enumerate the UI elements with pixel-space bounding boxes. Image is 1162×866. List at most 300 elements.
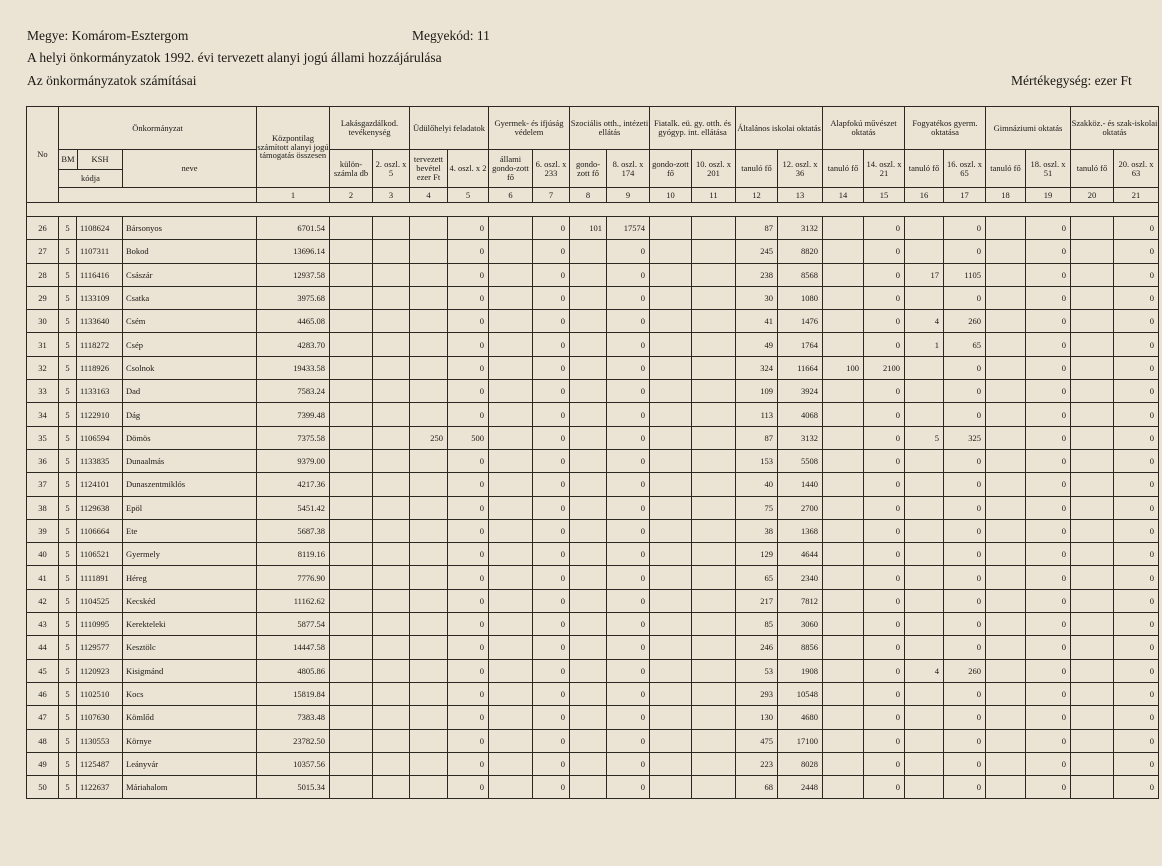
cell-c6 bbox=[489, 240, 533, 263]
cell-c20 bbox=[1071, 263, 1114, 286]
cell-c15: 0 bbox=[864, 659, 905, 682]
cell-c7: 0 bbox=[533, 240, 570, 263]
cell-bm: 5 bbox=[59, 543, 77, 566]
cell-c16 bbox=[905, 776, 944, 799]
cell-c18 bbox=[986, 682, 1026, 705]
cell-c1: 4805.86 bbox=[257, 659, 330, 682]
cell-c16: 4 bbox=[905, 659, 944, 682]
cell-c20 bbox=[1071, 240, 1114, 263]
cell-c9: 0 bbox=[607, 496, 650, 519]
header-sub-12: tanuló fő bbox=[736, 150, 778, 188]
cell-c21: 0 bbox=[1114, 263, 1159, 286]
cell-c21: 0 bbox=[1114, 589, 1159, 612]
cell-c12: 109 bbox=[736, 380, 778, 403]
cell-no: 31 bbox=[27, 333, 59, 356]
cell-c8 bbox=[570, 659, 607, 682]
cell-c7: 0 bbox=[533, 776, 570, 799]
cell-c6 bbox=[489, 566, 533, 589]
cell-bm: 5 bbox=[59, 659, 77, 682]
cell-c8 bbox=[570, 682, 607, 705]
cell-c7: 0 bbox=[533, 682, 570, 705]
cell-c21: 0 bbox=[1114, 217, 1159, 240]
header-sub-16: tanuló fő bbox=[905, 150, 944, 188]
cell-name: Bokod bbox=[123, 240, 257, 263]
cell-c4 bbox=[410, 706, 448, 729]
cell-c6 bbox=[489, 682, 533, 705]
cell-ksh: 1133109 bbox=[77, 286, 123, 309]
cell-c17: 325 bbox=[944, 426, 986, 449]
cell-c6 bbox=[489, 636, 533, 659]
cell-no: 33 bbox=[27, 380, 59, 403]
cell-bm: 5 bbox=[59, 729, 77, 752]
cell-c1: 8119.16 bbox=[257, 543, 330, 566]
cell-ksh: 1122637 bbox=[77, 776, 123, 799]
cell-c17: 0 bbox=[944, 240, 986, 263]
cell-c18 bbox=[986, 449, 1026, 472]
cell-ksh: 1133640 bbox=[77, 310, 123, 333]
cell-c8 bbox=[570, 449, 607, 472]
cell-c11 bbox=[692, 473, 736, 496]
cell-ksh: 1116416 bbox=[77, 263, 123, 286]
cell-c19: 0 bbox=[1026, 403, 1071, 426]
cell-c14 bbox=[823, 286, 864, 309]
cell-c4 bbox=[410, 286, 448, 309]
cell-c7: 0 bbox=[533, 426, 570, 449]
cell-bm: 5 bbox=[59, 217, 77, 240]
cell-ksh: 1124101 bbox=[77, 473, 123, 496]
cell-name: Epöl bbox=[123, 496, 257, 519]
cell-no: 48 bbox=[27, 729, 59, 752]
cell-c18 bbox=[986, 519, 1026, 542]
cell-c10 bbox=[650, 566, 692, 589]
cell-c18 bbox=[986, 776, 1026, 799]
cell-bm: 5 bbox=[59, 636, 77, 659]
cell-ksh: 1133163 bbox=[77, 380, 123, 403]
cell-bm: 5 bbox=[59, 613, 77, 636]
header-sub-21: 20. oszl. x 63 bbox=[1114, 150, 1159, 188]
cell-ksh: 1106594 bbox=[77, 426, 123, 449]
cell-no: 38 bbox=[27, 496, 59, 519]
table-row bbox=[27, 426, 1159, 449]
column-number: 8 bbox=[570, 188, 607, 203]
header-sub-17: 16. oszl. x 65 bbox=[944, 150, 986, 188]
cell-c9: 0 bbox=[607, 752, 650, 775]
cell-c5: 500 bbox=[448, 426, 489, 449]
cell-c10 bbox=[650, 449, 692, 472]
cell-c18 bbox=[986, 263, 1026, 286]
cell-c19: 0 bbox=[1026, 426, 1071, 449]
header-spacer bbox=[27, 203, 1159, 217]
cell-c14 bbox=[823, 636, 864, 659]
table-row bbox=[27, 729, 1159, 752]
cell-c21: 0 bbox=[1114, 426, 1159, 449]
cell-c14 bbox=[823, 776, 864, 799]
cell-c1: 14447.58 bbox=[257, 636, 330, 659]
cell-c16: 1 bbox=[905, 333, 944, 356]
cell-bm: 5 bbox=[59, 706, 77, 729]
cell-c6 bbox=[489, 286, 533, 309]
column-number: 9 bbox=[607, 188, 650, 203]
cell-c19: 0 bbox=[1026, 286, 1071, 309]
cell-c14 bbox=[823, 449, 864, 472]
cell-c2 bbox=[330, 240, 373, 263]
cell-c11 bbox=[692, 380, 736, 403]
cell-c15: 0 bbox=[864, 729, 905, 752]
cell-c1: 5877.54 bbox=[257, 613, 330, 636]
cell-bm: 5 bbox=[59, 380, 77, 403]
cell-c8 bbox=[570, 380, 607, 403]
cell-c10 bbox=[650, 636, 692, 659]
cell-c6 bbox=[489, 217, 533, 240]
cell-c6 bbox=[489, 729, 533, 752]
cell-c19: 0 bbox=[1026, 263, 1071, 286]
cell-c20 bbox=[1071, 519, 1114, 542]
table-row bbox=[27, 519, 1159, 542]
cell-c19: 0 bbox=[1026, 752, 1071, 775]
cell-c2 bbox=[330, 473, 373, 496]
cell-c10 bbox=[650, 589, 692, 612]
header-group-youth-health: Fiatalk. eü. gy. otth. és gyógyp. int. ellátása bbox=[650, 107, 736, 150]
header-sub-13: 12. oszl. x 36 bbox=[778, 150, 823, 188]
cell-c2 bbox=[330, 729, 373, 752]
cell-c10 bbox=[650, 217, 692, 240]
cell-c20 bbox=[1071, 613, 1114, 636]
cell-c14 bbox=[823, 613, 864, 636]
cell-c17: 0 bbox=[944, 566, 986, 589]
cell-c4 bbox=[410, 449, 448, 472]
table-row bbox=[27, 636, 1159, 659]
header-kodja: kódja bbox=[81, 173, 100, 184]
header-sub-10: gondo-zott fő bbox=[650, 150, 692, 188]
table-row bbox=[27, 659, 1159, 682]
cell-c5: 0 bbox=[448, 613, 489, 636]
cell-c4 bbox=[410, 263, 448, 286]
cell-c16 bbox=[905, 706, 944, 729]
cell-bm: 5 bbox=[59, 449, 77, 472]
cell-c3 bbox=[373, 636, 410, 659]
cell-c21: 0 bbox=[1114, 636, 1159, 659]
cell-bm: 5 bbox=[59, 263, 77, 286]
header-sub-7: 6. oszl. x 233 bbox=[533, 150, 570, 188]
cell-c4 bbox=[410, 659, 448, 682]
cell-c11 bbox=[692, 613, 736, 636]
table-row bbox=[27, 566, 1159, 589]
header-group-vocational: Szakköz.- és szak-iskolai oktatás bbox=[1071, 107, 1159, 150]
cell-name: Dunaalmás bbox=[123, 449, 257, 472]
cell-c21: 0 bbox=[1114, 403, 1159, 426]
cell-c12: 245 bbox=[736, 240, 778, 263]
cell-c20 bbox=[1071, 217, 1114, 240]
cell-c7: 0 bbox=[533, 729, 570, 752]
cell-c14 bbox=[823, 659, 864, 682]
cell-no: 41 bbox=[27, 566, 59, 589]
cell-c15: 0 bbox=[864, 403, 905, 426]
table-row bbox=[27, 217, 1159, 240]
cell-no: 30 bbox=[27, 310, 59, 333]
cell-c14 bbox=[823, 706, 864, 729]
table-body bbox=[27, 217, 1159, 799]
cell-c14 bbox=[823, 240, 864, 263]
cell-c15: 0 bbox=[864, 613, 905, 636]
cell-c10 bbox=[650, 356, 692, 379]
cell-c7: 0 bbox=[533, 356, 570, 379]
cell-c3 bbox=[373, 286, 410, 309]
header-sub-20: tanuló fő bbox=[1071, 150, 1114, 188]
cell-c3 bbox=[373, 589, 410, 612]
cell-c18 bbox=[986, 706, 1026, 729]
cell-c5: 0 bbox=[448, 496, 489, 519]
cell-c17: 0 bbox=[944, 473, 986, 496]
cell-c13: 11664 bbox=[778, 356, 823, 379]
column-number: 18 bbox=[986, 188, 1026, 203]
table-row bbox=[27, 752, 1159, 775]
cell-bm: 5 bbox=[59, 356, 77, 379]
cell-c14 bbox=[823, 566, 864, 589]
cell-name: Gyermely bbox=[123, 543, 257, 566]
cell-c15: 0 bbox=[864, 380, 905, 403]
header-group-housing: Lakásgazdálkod. tevékenység bbox=[330, 107, 410, 150]
cell-ksh: 1129638 bbox=[77, 496, 123, 519]
cell-name: Dunaszentmiklós bbox=[123, 473, 257, 496]
cell-bm: 5 bbox=[59, 426, 77, 449]
cell-name: Kecskéd bbox=[123, 589, 257, 612]
cell-c6 bbox=[489, 776, 533, 799]
cell-ksh: 1110995 bbox=[77, 613, 123, 636]
cell-c8 bbox=[570, 519, 607, 542]
column-number: 14 bbox=[823, 188, 864, 203]
cell-c12: 41 bbox=[736, 310, 778, 333]
cell-no: 45 bbox=[27, 659, 59, 682]
cell-c9: 0 bbox=[607, 449, 650, 472]
cell-c3 bbox=[373, 776, 410, 799]
cell-c17: 0 bbox=[944, 449, 986, 472]
cell-c18 bbox=[986, 543, 1026, 566]
cell-bm: 5 bbox=[59, 682, 77, 705]
cell-c11 bbox=[692, 426, 736, 449]
cell-c20 bbox=[1071, 776, 1114, 799]
cell-c1: 7776.90 bbox=[257, 566, 330, 589]
cell-c20 bbox=[1071, 333, 1114, 356]
header-onkormanyzat: Önkormányzat bbox=[59, 107, 257, 150]
cell-c16 bbox=[905, 356, 944, 379]
cell-c12: 324 bbox=[736, 356, 778, 379]
cell-c8 bbox=[570, 263, 607, 286]
cell-c6 bbox=[489, 659, 533, 682]
cell-c1: 4217.36 bbox=[257, 473, 330, 496]
header-sub-9: 8. oszl. x 174 bbox=[607, 150, 650, 188]
allowance-table bbox=[26, 106, 1159, 799]
cell-c21: 0 bbox=[1114, 380, 1159, 403]
cell-no: 49 bbox=[27, 752, 59, 775]
cell-c12: 246 bbox=[736, 636, 778, 659]
cell-c9: 0 bbox=[607, 613, 650, 636]
cell-c17: 0 bbox=[944, 217, 986, 240]
cell-c15: 2100 bbox=[864, 356, 905, 379]
cell-c3 bbox=[373, 449, 410, 472]
cell-c6 bbox=[489, 519, 533, 542]
cell-c9: 0 bbox=[607, 519, 650, 542]
cell-c12: 238 bbox=[736, 263, 778, 286]
cell-c9: 0 bbox=[607, 310, 650, 333]
cell-no: 42 bbox=[27, 589, 59, 612]
cell-c7: 0 bbox=[533, 310, 570, 333]
table-row bbox=[27, 776, 1159, 799]
cell-c20 bbox=[1071, 706, 1114, 729]
cell-c9: 0 bbox=[607, 403, 650, 426]
header-sub-6: állami gondo-zott fő bbox=[489, 150, 533, 188]
cell-c13: 1908 bbox=[778, 659, 823, 682]
cell-c10 bbox=[650, 286, 692, 309]
cell-c6 bbox=[489, 426, 533, 449]
header-neve: neve bbox=[123, 150, 257, 188]
cell-c3 bbox=[373, 426, 410, 449]
header-no: No bbox=[27, 107, 59, 203]
cell-name: Dág bbox=[123, 403, 257, 426]
cell-c11 bbox=[692, 566, 736, 589]
header-sub-19: 18. oszl. x 51 bbox=[1026, 150, 1071, 188]
cell-c13: 4680 bbox=[778, 706, 823, 729]
cell-c16 bbox=[905, 519, 944, 542]
cell-ksh: 1102510 bbox=[77, 682, 123, 705]
cell-c11 bbox=[692, 543, 736, 566]
document-subtitle: Az önkormányzatok számításai bbox=[27, 73, 197, 88]
cell-c9: 0 bbox=[607, 380, 650, 403]
column-number: 16 bbox=[905, 188, 944, 203]
cell-c7: 0 bbox=[533, 636, 570, 659]
cell-c16 bbox=[905, 752, 944, 775]
cell-c5: 0 bbox=[448, 263, 489, 286]
cell-c6 bbox=[489, 449, 533, 472]
cell-c1: 7583.24 bbox=[257, 380, 330, 403]
cell-c14 bbox=[823, 403, 864, 426]
cell-c7: 0 bbox=[533, 333, 570, 356]
cell-c11 bbox=[692, 706, 736, 729]
cell-c12: 38 bbox=[736, 519, 778, 542]
cell-c4 bbox=[410, 729, 448, 752]
cell-c15: 0 bbox=[864, 776, 905, 799]
cell-c6 bbox=[489, 706, 533, 729]
cell-c2 bbox=[330, 286, 373, 309]
cell-c10 bbox=[650, 613, 692, 636]
header-sub-18: tanuló fő bbox=[986, 150, 1026, 188]
cell-c2 bbox=[330, 706, 373, 729]
table-row bbox=[27, 380, 1159, 403]
cell-c21: 0 bbox=[1114, 519, 1159, 542]
cell-c2 bbox=[330, 636, 373, 659]
cell-c11 bbox=[692, 776, 736, 799]
cell-c19: 0 bbox=[1026, 333, 1071, 356]
header-ksh: KSH bbox=[91, 154, 109, 165]
cell-c11 bbox=[692, 217, 736, 240]
cell-no: 36 bbox=[27, 449, 59, 472]
cell-c20 bbox=[1071, 589, 1114, 612]
cell-c1: 7375.58 bbox=[257, 426, 330, 449]
cell-c20 bbox=[1071, 403, 1114, 426]
cell-c12: 129 bbox=[736, 543, 778, 566]
cell-c2 bbox=[330, 333, 373, 356]
cell-c21: 0 bbox=[1114, 659, 1159, 682]
column-number: 3 bbox=[373, 188, 410, 203]
cell-name: Máriahalom bbox=[123, 776, 257, 799]
cell-c1: 12937.58 bbox=[257, 263, 330, 286]
cell-c6 bbox=[489, 403, 533, 426]
cell-c20 bbox=[1071, 356, 1114, 379]
cell-c7: 0 bbox=[533, 613, 570, 636]
cell-c18 bbox=[986, 217, 1026, 240]
cell-c16 bbox=[905, 729, 944, 752]
cell-c9: 0 bbox=[607, 333, 650, 356]
cell-c12: 75 bbox=[736, 496, 778, 519]
cell-c1: 5687.38 bbox=[257, 519, 330, 542]
cell-c9: 0 bbox=[607, 682, 650, 705]
cell-c8 bbox=[570, 310, 607, 333]
cell-name: Bársonyos bbox=[123, 217, 257, 240]
cell-c4 bbox=[410, 217, 448, 240]
cell-c11 bbox=[692, 682, 736, 705]
cell-c14 bbox=[823, 682, 864, 705]
cell-c4 bbox=[410, 473, 448, 496]
cell-c6 bbox=[489, 356, 533, 379]
table-row bbox=[27, 543, 1159, 566]
cell-bm: 5 bbox=[59, 496, 77, 519]
cell-c21: 0 bbox=[1114, 496, 1159, 519]
cell-c12: 53 bbox=[736, 659, 778, 682]
unit-label: Mértékegység: ezer Ft bbox=[1011, 73, 1132, 88]
cell-no: 34 bbox=[27, 403, 59, 426]
header-total: Központilag számított alanyi jogú támogatás összesen bbox=[257, 107, 330, 188]
cell-name: Csém bbox=[123, 310, 257, 333]
header-group-primary-school: Általános iskolai oktatás bbox=[736, 107, 823, 150]
cell-c11 bbox=[692, 310, 736, 333]
cell-c10 bbox=[650, 752, 692, 775]
cell-c15: 0 bbox=[864, 496, 905, 519]
cell-c17: 0 bbox=[944, 543, 986, 566]
cell-c18 bbox=[986, 380, 1026, 403]
cell-no: 50 bbox=[27, 776, 59, 799]
county-code-label: Megyekód: 11 bbox=[412, 28, 490, 43]
cell-ksh: 1104525 bbox=[77, 589, 123, 612]
cell-name: Ete bbox=[123, 519, 257, 542]
cell-c13: 3924 bbox=[778, 380, 823, 403]
cell-c1: 5015.34 bbox=[257, 776, 330, 799]
cell-c14 bbox=[823, 426, 864, 449]
cell-c19: 0 bbox=[1026, 543, 1071, 566]
cell-bm: 5 bbox=[59, 473, 77, 496]
column-number: 20 bbox=[1071, 188, 1114, 203]
cell-name: Héreg bbox=[123, 566, 257, 589]
cell-c12: 153 bbox=[736, 449, 778, 472]
cell-c2 bbox=[330, 519, 373, 542]
cell-c14 bbox=[823, 333, 864, 356]
cell-c12: 85 bbox=[736, 613, 778, 636]
cell-c16 bbox=[905, 613, 944, 636]
header-sub-8: gondo-zott fő bbox=[570, 150, 607, 188]
cell-c5: 0 bbox=[448, 380, 489, 403]
cell-c13: 7812 bbox=[778, 589, 823, 612]
cell-c3 bbox=[373, 403, 410, 426]
cell-c9: 0 bbox=[607, 729, 650, 752]
cell-c19: 0 bbox=[1026, 613, 1071, 636]
cell-c2 bbox=[330, 613, 373, 636]
cell-c1: 15819.84 bbox=[257, 682, 330, 705]
cell-c14 bbox=[823, 543, 864, 566]
cell-c18 bbox=[986, 613, 1026, 636]
cell-c12: 49 bbox=[736, 333, 778, 356]
cell-c8 bbox=[570, 403, 607, 426]
cell-c20 bbox=[1071, 426, 1114, 449]
cell-c14 bbox=[823, 473, 864, 496]
cell-c21: 0 bbox=[1114, 333, 1159, 356]
